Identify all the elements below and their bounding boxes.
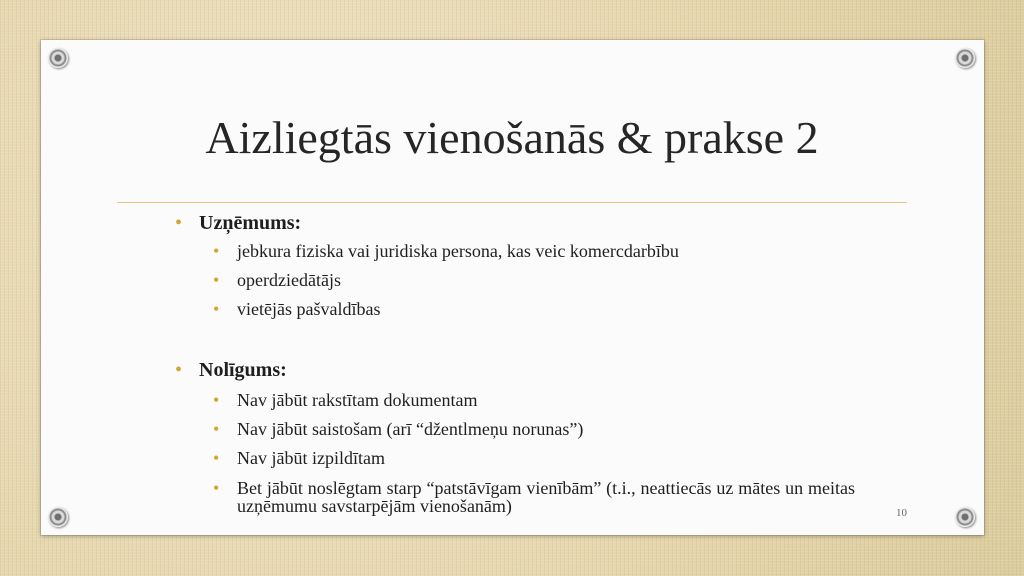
section-heading — [175, 210, 855, 236]
section-heading — [175, 357, 855, 383]
pushpin-icon — [955, 48, 975, 68]
list-item — [175, 444, 855, 473]
pushpin-icon — [955, 507, 975, 527]
list-item-text: Nav jābūt rakstītam dokumentam — [237, 390, 478, 410]
list-item — [175, 386, 855, 415]
section-heading-text: Nolīgums: — [199, 359, 287, 381]
list-item-text: operdziedātājs — [237, 270, 341, 290]
slide-title: Aizliegtās vienošanās & prakse 2 — [205, 112, 819, 163]
title-divider — [117, 202, 907, 203]
bullet-icon: • — [213, 419, 220, 439]
bullet-icon: • — [213, 299, 220, 319]
list-item-text: Nav jābūt saistošam (arī “džentlmeņu norunas”) — [237, 419, 584, 439]
list-item-text: Bet jābūt noslēgtam starp “patstāvīgam vienībām” (t.i., neattiecās uz mātes un meitas uzņēmumu savstarpējām vienošanām) — [237, 478, 855, 516]
list-item — [175, 415, 855, 444]
section-heading-text: Uzņēmums: — [199, 212, 302, 234]
list-item-text: jebkura fiziska vai juridiska persona, kas veic komercdarbību — [237, 241, 679, 261]
list-item — [175, 266, 855, 295]
list-item — [175, 473, 855, 515]
bullet-icon: • — [213, 390, 220, 410]
page-number: 10 — [896, 507, 907, 519]
bullet-icon: • — [213, 270, 220, 290]
bullet-icon: • — [175, 212, 183, 234]
list-item-text: Nav jābūt izpildītam — [237, 448, 385, 468]
list-item — [175, 237, 855, 266]
bullet-icon: • — [213, 478, 220, 498]
pushpin-icon — [48, 48, 68, 68]
slide-body — [175, 208, 855, 515]
list-item — [175, 295, 855, 324]
bullet-icon: • — [213, 241, 220, 261]
list-item-text: vietējās pašvaldības — [237, 299, 381, 319]
bullet-icon: • — [175, 359, 183, 381]
pushpin-icon — [48, 507, 68, 527]
bullet-icon: • — [213, 448, 220, 468]
